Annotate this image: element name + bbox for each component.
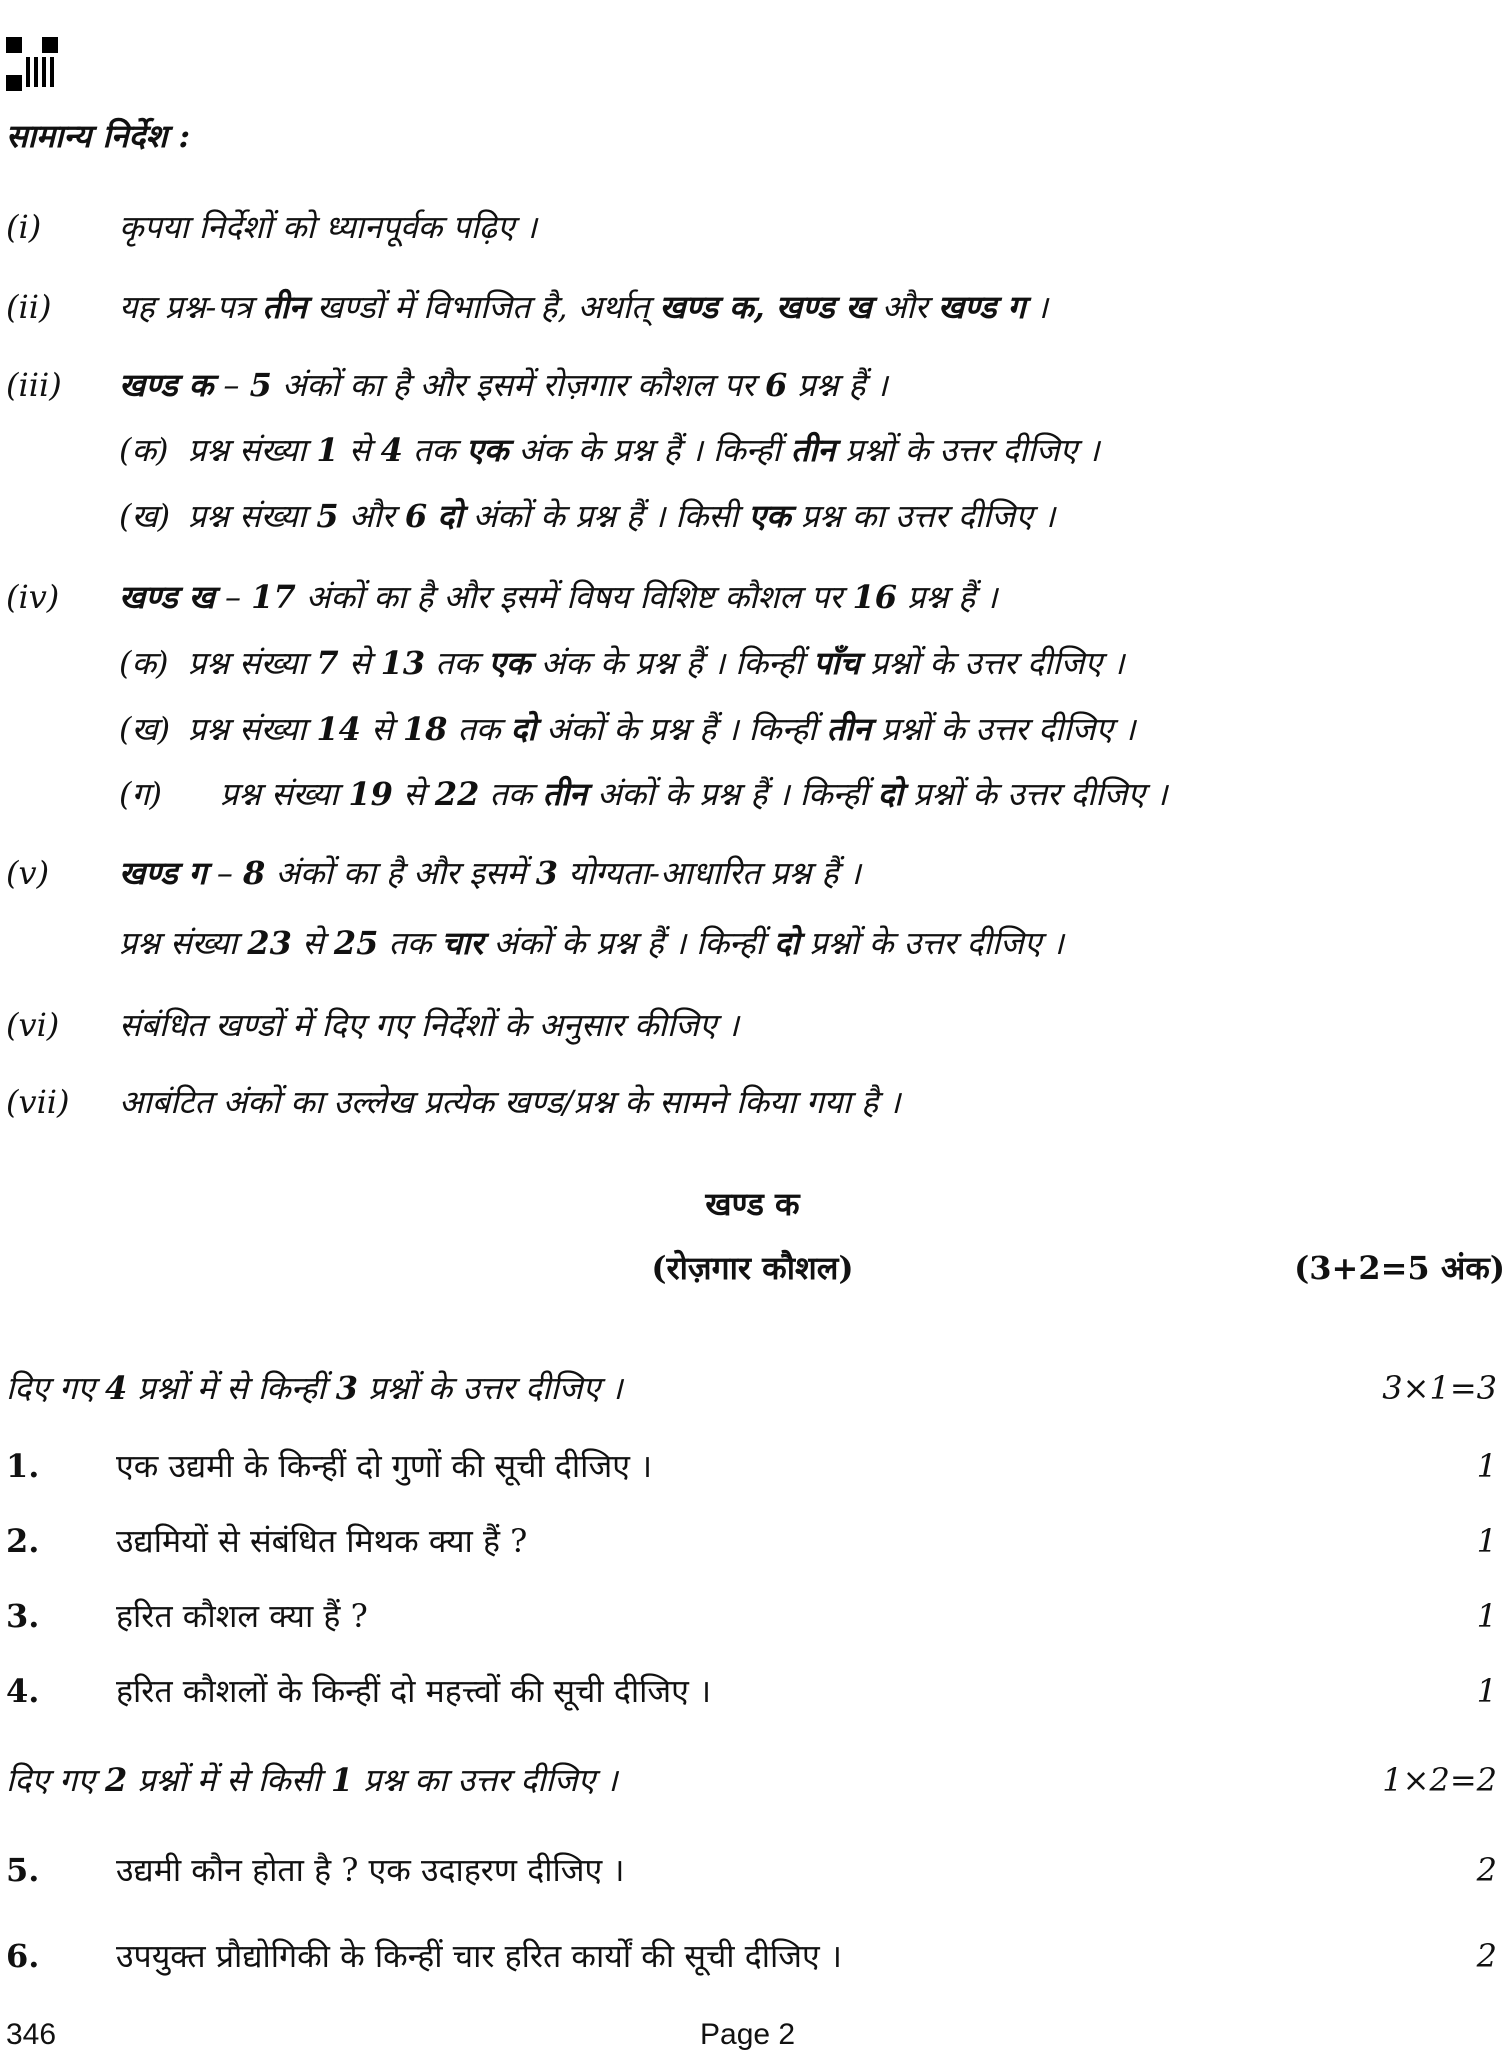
question-marks: 1 xyxy=(1476,1447,1497,1485)
bold-text: 4 xyxy=(105,1369,128,1407)
text: अंक के प्रश्न हैं । किन्हीं xyxy=(508,431,791,469)
text: प्रश्न संख्या xyxy=(220,775,349,813)
question-text: उद्यमियों से संबंधित मिथक क्या हैं ? xyxy=(116,1522,528,1560)
question-text: हरित कौशलों के किन्हीं दो महत्त्वों की सूची दीजिए । xyxy=(116,1672,712,1710)
text: प्रश्नों में से किन्हीं xyxy=(127,1369,336,1407)
text: अंकों के प्रश्न हैं । किन्हीं xyxy=(535,710,827,748)
instruction-number: (iii) xyxy=(6,366,62,404)
bold-text: 1 xyxy=(316,431,339,469)
question-number: 6. xyxy=(6,1937,40,1975)
bold-text: 14 xyxy=(316,710,361,748)
text: तक xyxy=(378,924,442,962)
instruction-number: (ii) xyxy=(6,288,52,326)
bold-text: एक xyxy=(466,431,509,469)
question-number: 5. xyxy=(6,1851,40,1889)
question-marks: 1 xyxy=(1476,1522,1497,1560)
text: अंकों का है और इसमें xyxy=(265,854,536,892)
sub-instruction-label: (क) xyxy=(119,431,169,469)
bold-text: 18 xyxy=(402,710,448,748)
text: तक xyxy=(402,431,467,469)
text xyxy=(427,497,437,535)
instruction-text xyxy=(220,774,1167,814)
bold-text: 16 xyxy=(852,578,897,616)
text: संबंधित खण्डों में दिए गए निर्देशों के अनुसार कीजिए । xyxy=(119,1006,739,1044)
bold-text: 4 xyxy=(380,431,403,469)
bold-text: एक xyxy=(748,497,791,535)
bold-text: पाँच xyxy=(813,644,860,682)
bold-text: 22 xyxy=(434,775,480,813)
bold-text: तीन xyxy=(790,431,836,469)
bold-text: 3 xyxy=(535,854,559,892)
section-marks: (3+2=5 अंक) xyxy=(1294,1249,1505,1287)
bold-text: तीन xyxy=(826,710,871,748)
question-text: हरित कौशल क्या हैं ? xyxy=(116,1597,368,1635)
text: अंकों के प्रश्न हैं । किसी xyxy=(462,497,749,535)
instruction-text xyxy=(119,207,537,247)
text: और xyxy=(871,288,938,326)
bold-text: 3 xyxy=(335,1369,359,1407)
instruction-text xyxy=(119,365,888,405)
group-instruction xyxy=(6,1368,622,1408)
sub-instruction-label: (ख) xyxy=(119,710,171,748)
section-title: खण्ड क xyxy=(705,1185,800,1223)
text: अंकों के प्रश्न हैं । किन्हीं xyxy=(483,924,775,962)
question-marks: 2 xyxy=(1476,1851,1497,1889)
text: से xyxy=(360,710,403,748)
text: दिए गए xyxy=(6,1369,106,1407)
question-marks: 1 xyxy=(1476,1672,1497,1710)
instruction-number: (vii) xyxy=(6,1083,70,1121)
text: अंकों के प्रश्न हैं । किन्हीं xyxy=(586,775,878,813)
text: से xyxy=(392,775,435,813)
bold-text: दो xyxy=(510,710,536,748)
text: से xyxy=(338,644,381,682)
bold-text: 1 xyxy=(330,1761,354,1799)
sub-instruction-label: (ख) xyxy=(119,497,171,535)
text: अंकों का है और इसमें विषय विशिष्ट कौशल पर xyxy=(295,578,853,616)
bold-text: एक xyxy=(488,644,531,682)
bold-text: खण्ड ख xyxy=(119,578,215,616)
bold-text: 23 xyxy=(247,924,292,962)
question-number: 2. xyxy=(6,1522,40,1560)
group-marks: 1×2=2 xyxy=(1382,1761,1497,1799)
text: प्रश्न हैं । xyxy=(896,578,998,616)
text: प्रश्न संख्या xyxy=(188,497,317,535)
instruction-number: (v) xyxy=(6,854,50,892)
question-text: उपयुक्त प्रौद्योगिकी के किन्हीं चार हरित कार्यों की सूची दीजिए । xyxy=(116,1937,843,1975)
text: – xyxy=(213,366,250,404)
instruction-number: (i) xyxy=(6,208,42,246)
text: प्रश्न संख्या xyxy=(188,431,317,469)
text: प्रश्न संख्या xyxy=(188,710,317,748)
bold-text: 8 xyxy=(243,854,266,892)
text: आबंटित अंकों का उल्लेख प्रत्येक खण्ड/प्रश्न के सामने किया गया है । xyxy=(119,1083,901,1121)
bold-text: खण्ड क xyxy=(119,366,214,404)
instruction-text xyxy=(119,577,997,617)
bold-text: 13 xyxy=(380,644,426,682)
instruction-number: (iv) xyxy=(6,578,60,616)
bold-text: दो xyxy=(877,775,903,813)
bold-text: चार xyxy=(441,924,484,962)
group-instruction xyxy=(6,1760,618,1800)
bold-text: खण्ड क, खण्ड ख xyxy=(659,288,872,326)
text: योग्यता-आधारित प्रश्न हैं । xyxy=(558,854,861,892)
instruction-text xyxy=(188,496,1055,536)
text: से xyxy=(338,431,381,469)
sub-instruction-label: (क) xyxy=(119,644,169,682)
bold-text: 2 xyxy=(105,1761,128,1799)
text: प्रश्नों के उत्तर दीजिए । xyxy=(835,431,1100,469)
text: प्रश्न का उत्तर दीजिए । xyxy=(790,497,1056,535)
instruction-number: (vi) xyxy=(6,1006,60,1044)
text: अंक के प्रश्न हैं । किन्हीं xyxy=(530,644,814,682)
question-text: एक उद्यमी के किन्हीं दो गुणों की सूची दीजिए । xyxy=(116,1447,653,1485)
bold-text: 17 xyxy=(251,578,296,616)
bold-text: खण्ड ग xyxy=(937,288,1026,326)
group-marks: 3×1=3 xyxy=(1382,1369,1497,1407)
text: प्रश्नों में से किसी xyxy=(127,1761,331,1799)
text: तक xyxy=(447,710,511,748)
text: प्रश्न का उत्तर दीजिए । xyxy=(353,1761,618,1799)
question-number: 1. xyxy=(6,1447,40,1485)
question-number: 4. xyxy=(6,1672,40,1710)
bold-text: 6 xyxy=(764,366,788,404)
section-subtitle: (रोज़गार कौशल) xyxy=(651,1249,854,1287)
instruction-text xyxy=(119,287,1048,327)
bold-text: तीन xyxy=(262,288,307,326)
question-text: उद्यमी कौन होता है ? एक उदाहरण दीजिए । xyxy=(116,1851,625,1889)
bold-text: 6 xyxy=(404,497,428,535)
question-number: 3. xyxy=(6,1597,40,1635)
general-instructions-heading: सामान्य निर्देश : xyxy=(6,117,191,155)
bold-text: 5 xyxy=(316,497,339,535)
bold-text: 25 xyxy=(333,924,379,962)
sub-instruction-label: (ग) xyxy=(119,775,162,813)
instruction-text xyxy=(119,1082,900,1122)
instruction-text xyxy=(188,709,1135,749)
text: खण्डों में विभाजित है, अर्थात् xyxy=(306,288,660,326)
text: कृपया निर्देशों को ध्यानपूर्वक पढ़िए । xyxy=(119,208,537,246)
text: तक xyxy=(479,775,543,813)
bold-text: तीन xyxy=(542,775,587,813)
text: – xyxy=(214,578,252,616)
text: तक xyxy=(425,644,489,682)
instruction-text xyxy=(188,643,1124,683)
text: प्रश्नों के उत्तर दीजिए । xyxy=(859,644,1125,682)
text: प्रश्न हैं । xyxy=(787,366,888,404)
text: – xyxy=(206,854,243,892)
text: प्रश्न संख्या xyxy=(188,644,317,682)
text: अंकों का है और इसमें रोज़गार कौशल पर xyxy=(271,366,765,404)
text: प्रश्नों के उत्तर दीजिए । xyxy=(870,710,1136,748)
text: दिए गए xyxy=(6,1761,106,1799)
bold-text: दो xyxy=(437,497,463,535)
text: प्रश्नों के उत्तर दीजिए । xyxy=(358,1369,623,1407)
page-number: Page 2 xyxy=(700,2018,796,2051)
bold-text: दो xyxy=(774,924,800,962)
instruction-text xyxy=(119,1005,739,1045)
question-marks: 1 xyxy=(1476,1597,1497,1635)
bold-text: 19 xyxy=(348,775,393,813)
bold-text: 7 xyxy=(316,644,339,682)
bold-text: खण्ड ग xyxy=(119,854,207,892)
question-marks: 2 xyxy=(1476,1937,1497,1975)
text: और xyxy=(338,497,405,535)
bold-text: 5 xyxy=(249,366,272,404)
qr-code xyxy=(6,37,58,91)
paper-code: 346 xyxy=(6,2018,57,2051)
instruction-text xyxy=(119,923,1064,963)
text: प्रश्नों के उत्तर दीजिए । xyxy=(902,775,1168,813)
text: प्रश्नों के उत्तर दीजिए । xyxy=(799,924,1064,962)
text: यह प्रश्न-पत्र xyxy=(119,288,263,326)
instruction-text xyxy=(188,430,1100,470)
text: प्रश्न संख्या xyxy=(119,924,248,962)
text: से xyxy=(291,924,334,962)
instruction-text xyxy=(119,853,861,893)
text: । xyxy=(1025,288,1048,326)
